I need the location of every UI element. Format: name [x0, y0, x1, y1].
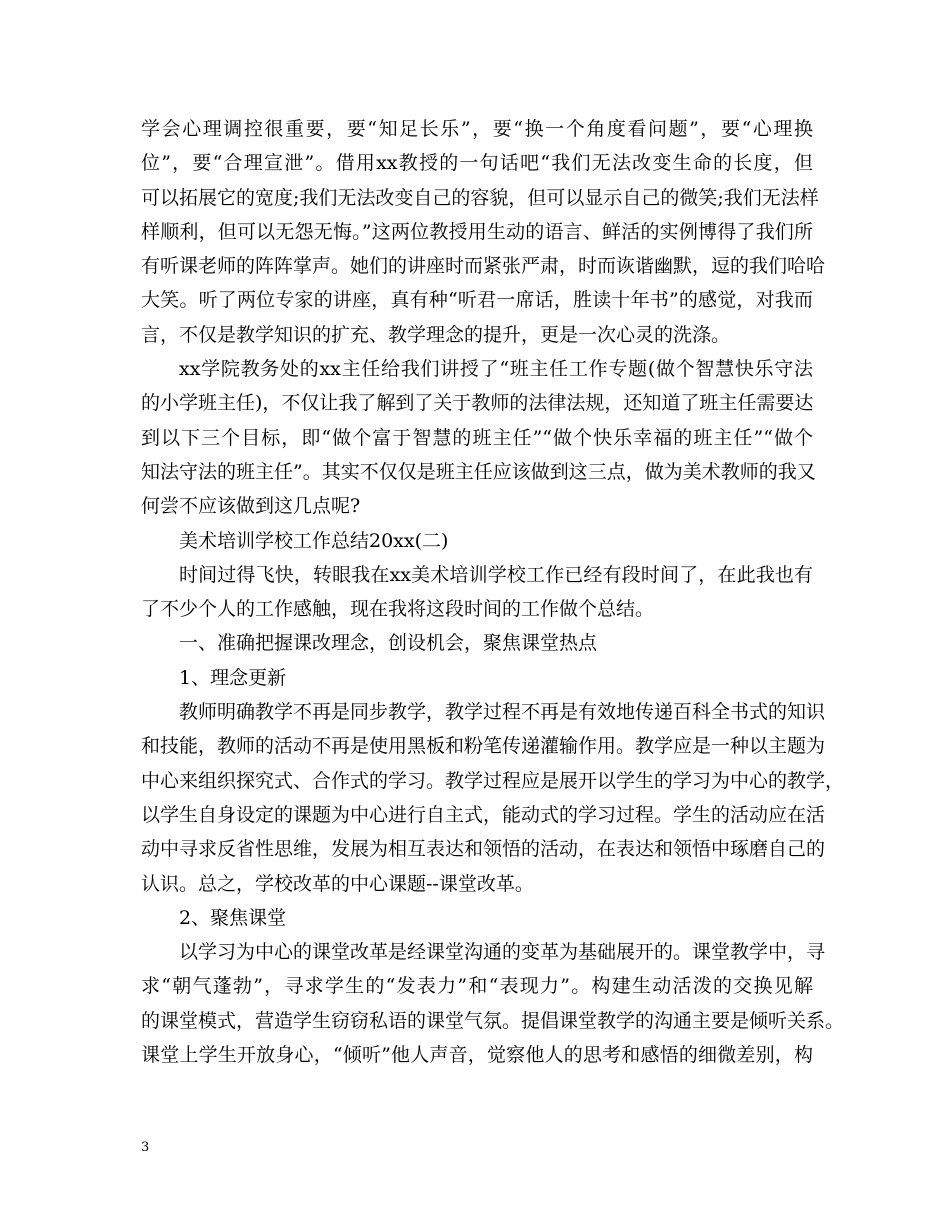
text-line: 动中寻求反省性思维，发展为相互表达和领悟的活动，在表达和领悟中琢磨自己的 [141, 838, 826, 861]
section-title [141, 524, 813, 558]
text-line: 言，不仅是教学知识的扩充、教学理念的提升，更是一次心灵的洗涤。 [141, 323, 731, 346]
text-line: 大笑。听了两位专家的讲座，真有种“听君一席话，胜读十年书”的感觉，对我而 [141, 289, 813, 312]
text-line: 到以下三个目标，即“做个富于智慧的班主任”“做个快乐幸福的班主任”“做个 [141, 426, 813, 449]
text-line: 1、理念更新 [179, 666, 287, 689]
section-heading [141, 626, 813, 660]
text-line: 了不少个人的工作感触，现在我将这段时间的工作做个总结。 [141, 598, 655, 621]
text-line: 和技能，教师的活动不再是使用黑板和粉笔传递灌输作用。教学应是一种以主题为 [141, 735, 826, 758]
text-line: 知法守法的班主任”。其实不仅仅是班主任应该做到这三点，做为美术教师的我又 [141, 460, 816, 483]
text-line: 何尝不应该做到这几点呢? [141, 495, 361, 518]
text-line: 美术培训学校工作总结20xx(二) [179, 529, 449, 552]
text-line: 认识。总之，学校改革的中心课题--课堂改革。 [141, 872, 534, 895]
paragraph [141, 558, 813, 627]
text-line: 时间过得飞快，转眼我在xx美术培训学校工作已经有段时间了，在此我也有 [179, 563, 813, 586]
text-line: 学会心理调控很重要，要“知足长乐”，要“换一个角度看问题”，要“心理换 [141, 118, 813, 140]
text-line: 有听课老师的阵阵掌声。她们的讲座时而紧张严肃，时而诙谐幽默，逗的我们哈哈 [141, 255, 826, 278]
text-line: 2、聚焦课堂 [179, 906, 287, 929]
text-line: xx学院教务处的xx主任给我们讲授了“班主任工作专题(做个智慧快乐守法 [179, 358, 813, 381]
paragraph [141, 352, 816, 523]
document-body [141, 112, 845, 1072]
text-line: 中心来组织探究式、合作式的学习。教学过程应是展开以学生的学习为中心的教学， [141, 769, 845, 792]
text-line: 样顺利，但可以无怨无悔。”这两位教授用生动的语言、鲜活的实例博得了我们所 [141, 220, 813, 243]
subheading [141, 901, 813, 935]
text-line: 教师明确教学不再是同步教学，教学过程不再是有效地传递百科全书式的知识 [179, 701, 826, 724]
text-line: 的课堂模式，营造学生窃窃私语的课堂气氛。提倡课堂教学的沟通主要是倾听关系。 [141, 1009, 845, 1032]
text-line: 以学习为中心的课堂改革是经课堂沟通的变革为基础展开的。课堂教学中，寻 [179, 941, 826, 964]
text-line: 求“朝气蓬勃”，寻求学生的“发表力”和“表现力”。构建生动活泼的交换见解 [141, 975, 813, 998]
text-line: 以学生自身设定的课题为中心进行自主式，能动式的学习过程。学生的活动应在活 [141, 803, 826, 826]
page-number: 3 [141, 1140, 150, 1155]
paragraph [141, 112, 826, 352]
subheading [141, 661, 813, 695]
text-line: 一、准确把握课改理念，创设机会，聚焦课堂热点 [179, 632, 598, 655]
text-line: 的小学班主任)，不仅让我了解到了关于教师的法律法规，还知道了班主任需要达 [141, 392, 814, 415]
text-line: 可以拓展它的宽度;我们无法改变自己的容貌，但可以显示自己的微笑;我们无法样 [141, 186, 819, 209]
paragraph [141, 695, 845, 901]
paragraph [141, 935, 845, 1072]
text-line: 课堂上学生开放身心，“倾听”他人声音，觉察他人的思考和感悟的细微差别，构 [141, 1044, 813, 1067]
text-line: 位”，要“合理宣泄”。借用xx教授的一句话吧“我们无法改变生命的长度，但 [141, 152, 813, 175]
